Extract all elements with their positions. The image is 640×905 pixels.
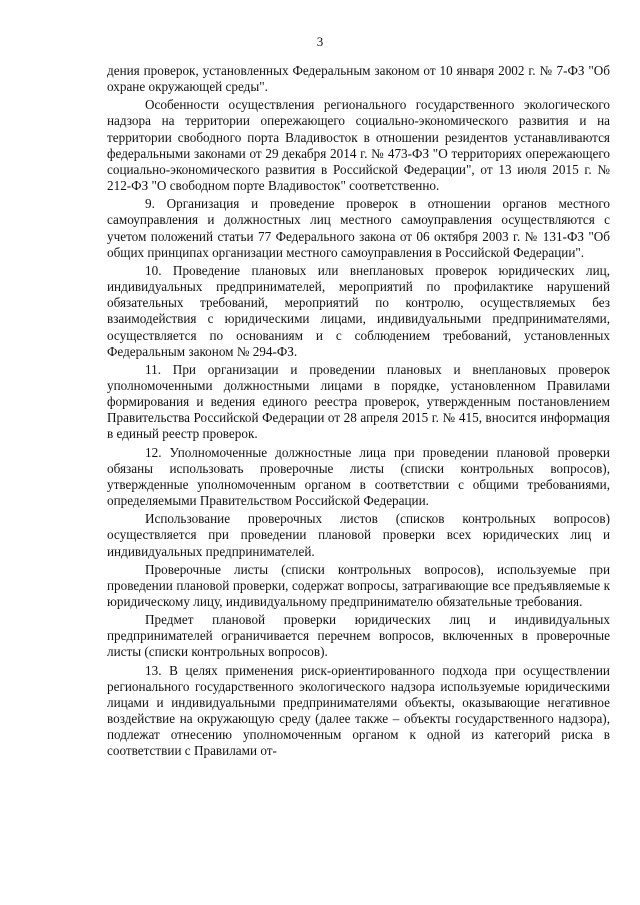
paragraph-checklists-use: Использование проверочных листов (списков контрольных вопросов) осуществляется при проведении плановой проверки всех юридических лиц и индивидуальных предпринимателей.	[107, 511, 610, 559]
paragraph-checklists-content: Проверочные листы (списки контрольных вопросов), используемые при проведении плановой проверки, содержат вопросы, затрагивающие все предъявляемые к юридическому лицу, индивидуальному предпринимателю обязательные требования.	[107, 561, 610, 609]
paragraph-item-13: 13. В целях применения риск-ориентированного подхода при осуществлении регионального государственного экологического надзора используемые юридическими лицами и индивидуальными предпринимателями объекты, оказывающие негативное воздействие на окружающую среду (далее также – объекты государственного надзора), подлежат отнесению уполномоченным органом к одной из категорий риска в соответствии с Правилами от-	[107, 662, 610, 759]
paragraph-item-9: 9. Организация и проведение проверок в отношении органов местного самоуправления и должностных лиц местного самоуправления осуществляются с учетом положений статьи 77 Федерального закона от 06 октября 2003 г. № 131-ФЗ "Об общих принципах организации местного самоуправления в Российской Федерации".	[107, 196, 610, 260]
paragraph-item-12: 12. Уполномоченные должностные лица при проведении плановой проверки обязаны использовать проверочные листы (списки контрольных вопросов), утвержденные уполномоченным органом в соответствии с общими требованиями, определяемыми Правительством Российской Федерации.	[107, 444, 610, 509]
paragraph-special-regimes: Особенности осуществления регионального государственного экологического надзора на территории опережающего социально-экономического развития и на территории свободного порта Владивосток в отношении резидентов устанавливаются федеральными законами от 29 декабря 2014 г. № 473-ФЗ "О территориях опережающего социально-экономического развития в Российской Федерации", от 13 июля 2015 г. № 212-ФЗ "О свободном порте Владивосток" соответственно.	[107, 97, 610, 194]
paragraph-item-10: 10. Проведение плановых или внеплановых проверок юридических лиц, индивидуальных предпринимателей, мероприятий по профилактике нарушений обязательных требований, мероприятий по контролю, осуществляемых без взаимодействия с юридическими лицами, индивидуальными предпринимателями, осуществляется по основаниям и с соблюдением требований, установленных Федеральным законом № 294-ФЗ.	[107, 262, 610, 359]
paragraph-inspection-subject: Предмет плановой проверки юридических лиц и индивидуальных предпринимателей ограничивается перечнем вопросов, включенных в проверочные листы (списки контрольных вопросов).	[107, 612, 610, 660]
paragraph-continuation: дения проверок, установленных Федеральным законом от 10 января 2002 г. № 7-ФЗ "Об охране окружающей среды".	[107, 63, 610, 95]
paragraph-item-11: 11. При организации и проведении плановых и внеплановых проверок уполномоченными должностными лицами в порядке, установленном Правилами формирования и ведения единого реестра проверок, утвержденным постановлением Правительства Российской Федерации от 28 апреля 2015 г. № 415, вносится информация в единый реестр проверок.	[107, 361, 610, 442]
document-body	[107, 63, 610, 762]
page-number: 3	[316, 34, 324, 49]
